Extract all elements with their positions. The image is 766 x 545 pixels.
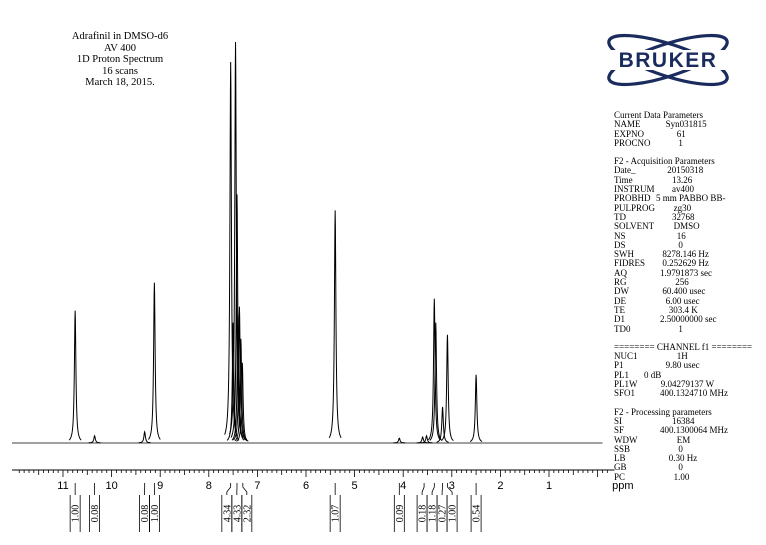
- param-key: NUC1: [614, 351, 638, 362]
- param-key: EXPNO: [614, 128, 645, 139]
- param-value: av400: [672, 184, 694, 195]
- param-value: 9.80 usec: [665, 360, 700, 371]
- integral-marker: [70, 483, 82, 532]
- integral-labels: [70, 483, 482, 532]
- param-value: 0: [678, 443, 683, 454]
- param-key: NS: [614, 230, 626, 241]
- integral-leader: [227, 483, 231, 495]
- x-tick-label: 10: [105, 480, 118, 492]
- integral-value: 0.08: [90, 504, 102, 523]
- param-value: 0 dB: [644, 369, 662, 380]
- param-value: 32768: [672, 211, 695, 222]
- param-value: EM: [676, 434, 691, 445]
- param-row: [614, 361, 764, 370]
- x-tick-label: 5: [351, 480, 358, 492]
- spectrum-peak: [139, 432, 151, 443]
- spectrum-peak: [329, 210, 341, 437]
- integral-value: 4.34: [222, 504, 234, 523]
- x-tick-label: 2: [497, 480, 504, 492]
- param-value: 0.252629 Hz: [662, 258, 709, 269]
- param-row: [614, 473, 764, 482]
- param-key: SOLVENT: [614, 221, 655, 232]
- param-key: DW: [614, 286, 629, 297]
- param-row: [614, 232, 764, 241]
- param-group: [614, 343, 764, 399]
- param-value: 1H: [676, 351, 688, 362]
- param-group-title: F2 - Acquisition Parameters: [614, 156, 715, 167]
- x-tick-label: 7: [254, 480, 261, 492]
- param-group-title: F2 - Processing parameters: [614, 406, 712, 417]
- param-group-title: Current Data Parameters: [614, 110, 703, 120]
- integral-value: 0.09: [394, 504, 406, 523]
- param-key: NAME: [614, 119, 641, 130]
- x-tick-label: 1: [545, 480, 553, 492]
- param-value: 1: [678, 323, 683, 334]
- param-value: 6.00 usec: [665, 295, 700, 306]
- param-value: 16: [676, 230, 686, 241]
- param-key: DE: [614, 295, 626, 306]
- param-value: 1: [678, 137, 683, 148]
- spectrum-title: [20, 31, 220, 89]
- param-row: [614, 463, 764, 472]
- param-key: PL1: [614, 369, 630, 380]
- integral-value: 4.33: [232, 504, 244, 523]
- integral-value: 0.18: [417, 504, 429, 523]
- param-key: FIDRES: [614, 258, 646, 269]
- param-group: [614, 157, 764, 334]
- param-value: 5 mm PABBO BB-: [656, 193, 726, 204]
- integral-value: 1.07: [330, 504, 342, 523]
- param-value: 20150318: [667, 165, 704, 176]
- integral-leader: [243, 483, 247, 495]
- param-value: 9.04279137 W: [660, 379, 715, 390]
- param-row: [614, 269, 764, 278]
- param-row: [614, 222, 764, 231]
- param-key: SF: [614, 425, 625, 436]
- param-row: [614, 325, 764, 334]
- spectrum-peak: [470, 375, 482, 442]
- param-key: TD0: [614, 323, 631, 334]
- param-key: PROBHD: [614, 193, 651, 204]
- param-value: 0: [678, 462, 683, 473]
- param-row: [614, 454, 764, 463]
- param-group-title: ======== CHANNEL f1 ========: [614, 341, 753, 352]
- integral-marker: [90, 483, 102, 532]
- param-key: TD: [614, 211, 626, 222]
- title-line-3: 1D Proton Spectrum: [76, 54, 164, 65]
- param-key: SWH: [614, 249, 634, 260]
- integral-leader: [422, 483, 424, 495]
- param-value: 60.400 usec: [662, 286, 706, 297]
- param-value: 2.50000000 sec: [660, 314, 717, 325]
- x-tick-label: 6: [302, 480, 310, 492]
- param-key: DS: [614, 239, 626, 250]
- title-line-2: AV 400: [104, 42, 136, 54]
- param-value: 400.1324710 MHz: [660, 388, 728, 399]
- param-group: [614, 408, 764, 482]
- title-line-1: Adrafinil in DMSO-d6: [71, 31, 169, 42]
- integral-marker: [330, 483, 342, 532]
- integral-value: 1.18: [427, 504, 439, 523]
- spectrum-peak: [393, 438, 405, 443]
- bruker-logo: [598, 24, 738, 96]
- param-value: 1.00: [673, 471, 690, 482]
- x-axis-label: ppm: [612, 480, 634, 492]
- param-key: AQ: [614, 267, 627, 278]
- param-key: PL1W: [614, 379, 638, 390]
- param-key: SI: [614, 415, 623, 426]
- param-key: Time: [614, 174, 633, 185]
- param-key: PC: [614, 471, 626, 482]
- param-key: P1: [614, 360, 624, 371]
- title-line-4: 16 scans: [102, 65, 138, 77]
- param-key: SFO1: [614, 388, 636, 399]
- x-tick-label: 4: [400, 480, 407, 492]
- spectrum-peak: [69, 311, 81, 440]
- spectrum-peak: [148, 283, 160, 440]
- title-line-5: March 18, 2015.: [85, 77, 155, 88]
- param-key: GB: [614, 462, 627, 473]
- param-key: D1: [614, 314, 625, 325]
- param-value: 1.9791873 sec: [660, 267, 712, 278]
- param-key: PULPROG: [614, 202, 656, 213]
- param-key: PROCNO: [614, 137, 651, 148]
- integral-value: 2.32: [242, 504, 254, 523]
- spectrum-trace: [12, 42, 602, 443]
- param-value: 400.1300064 MHz: [660, 425, 728, 436]
- param-key: WDW: [614, 434, 638, 445]
- logo-wordmark: BRUKER: [618, 49, 718, 72]
- param-value: 256: [675, 277, 689, 288]
- param-group: [614, 111, 764, 148]
- integral-value: 1.00: [150, 504, 162, 523]
- param-key: TE: [614, 304, 625, 315]
- param-value: 8278.146 Hz: [662, 249, 709, 260]
- param-value: 61: [676, 128, 686, 139]
- param-value: zg30: [673, 202, 692, 213]
- x-axis: [12, 470, 634, 492]
- spectrum-peak: [89, 436, 101, 443]
- param-key: SSB: [614, 443, 631, 454]
- param-value: 0.30 Hz: [668, 453, 698, 464]
- param-row: [614, 139, 764, 148]
- integral-marker: [242, 483, 254, 532]
- integral-marker: [471, 483, 483, 532]
- param-row: [614, 436, 764, 445]
- x-tick-label: 11: [57, 480, 69, 492]
- x-tick-label: 8: [205, 480, 212, 492]
- x-tick-label: 9: [157, 480, 164, 492]
- integral-value: 0.54: [471, 504, 483, 523]
- param-value: DMSO: [673, 221, 700, 232]
- param-value: 0: [678, 239, 683, 250]
- param-value: 303.4 K: [668, 304, 698, 315]
- integral-leader: [432, 483, 434, 495]
- integral-value: 0.27: [437, 504, 449, 523]
- param-key: Date_: [614, 165, 636, 176]
- param-row: [614, 315, 764, 324]
- param-value: 13.26: [672, 174, 693, 185]
- param-key: LB: [614, 453, 626, 464]
- param-row: [614, 389, 764, 398]
- x-tick-label: 3: [448, 480, 455, 492]
- param-key: RG: [614, 277, 627, 288]
- acquisition-parameters-panel: [614, 111, 764, 491]
- integral-value: 1.00: [70, 504, 82, 523]
- param-value: 16384: [672, 415, 695, 426]
- integral-value: 0.08: [140, 504, 152, 523]
- param-key: INSTRUM: [614, 184, 655, 195]
- integral-value: 1.00: [447, 504, 459, 523]
- param-value: Syn031815: [665, 119, 707, 130]
